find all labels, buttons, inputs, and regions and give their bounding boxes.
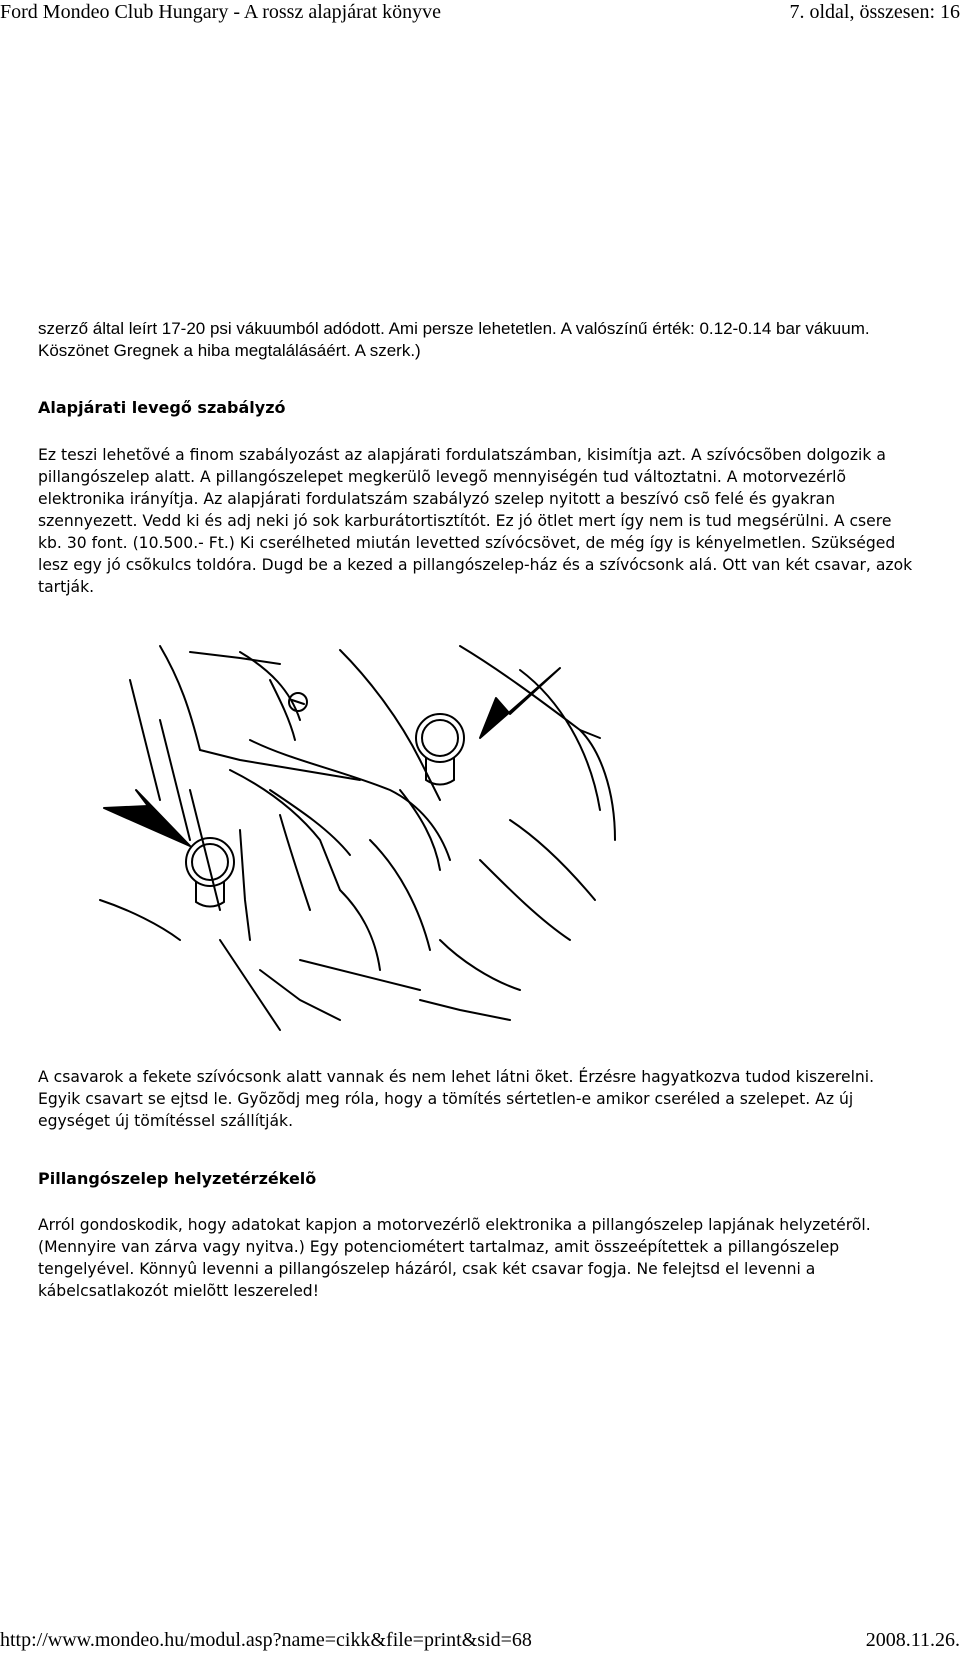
throttle-position-sensor-paragraph: Arról gondoskodik, hogy adatokat kapjon a motorvezérlõ elektronika a pillangószelep lapjának helyzetérõl. (Mennyire van zárva vagy nyitva.) Egy potenciométert tartalmaz, amit összeépítettek a pillangószelep tengelyével. Könnyû levenni a pillangószelep házáról, csak két csavar fogja. Ne felejtsd el levenni a kábelcsatlakozót mielõtt leszereled!: [38, 1216, 871, 1300]
bolts-paragraph: A csavarok a fekete szívócsonk alatt vannak és nem lehet látni õket. Érzésre hagyatkozva tudod kiszerelni. Egyik csavart se ejtsd le. Gyõzõdj meg róla, hogy a tömítés sértetlen-e amikor cseréled a szelepet. Az új egységet új tömítéssel szállítják.: [38, 1068, 875, 1130]
page-footer: [0, 1628, 960, 1654]
source-url: http://www.mondeo.hu/modul.asp?name=cikk&file=print&sid=68: [0, 1629, 532, 1651]
print-date: 2008.11.26.: [865, 1629, 960, 1651]
idle-air-paragraph: Ez teszi lehetõvé a finom szabályozást az alapjárati fordulatszámban, kisimítja azt. A szívócsõben dolgozik a pillangószelep alatt. A pillangószelepet megkerülõ levegõ mennyiségén tud változtatni. A motorvezérlõ elektronika irányítja. Az alapjárati fordulatszám szabályzó szelep nyitott a beszívó csõ felé és gyakran szennyezett. Vedd ki és adj neki jó sok karburátortisztítót. Ez jó ötlet mert így nem is tud megsérülni. A csere kb. 30 font. (10.500.- Ft.) Ki cserélheted miután levetted szívócsövet, de még így is kényelmetlen. Szükséged lesz egy jó csõkulcs toldóra. Dugd be a kezed a pillangószelep-ház és a szívócsonk alá. Ott van két csavar, azok tartják.: [38, 446, 913, 596]
idle-air-valve-bolts-drawing-icon: [40, 640, 620, 1032]
page-number: 7. oldal, összesen: 16: [789, 1, 960, 23]
idle-air-heading: Alapjárati levegő szabályzó: [38, 398, 286, 417]
intro-paragraph: szerző által leírt 17-20 psi vákuumból adódott. Ami persze lehetetlen. A valószínű érték: 0.12-0.14 bar vákuum. Köszönet Gregnek a hiba megtalálásáért. A szerk.): [38, 319, 870, 360]
document-title: Ford Mondeo Club Hungary - A rossz alapjárat könyve: [0, 1, 442, 23]
throttle-position-sensor-heading: Pillangószelep helyzetérzékelõ: [38, 1169, 317, 1188]
page-header: [0, 0, 960, 30]
